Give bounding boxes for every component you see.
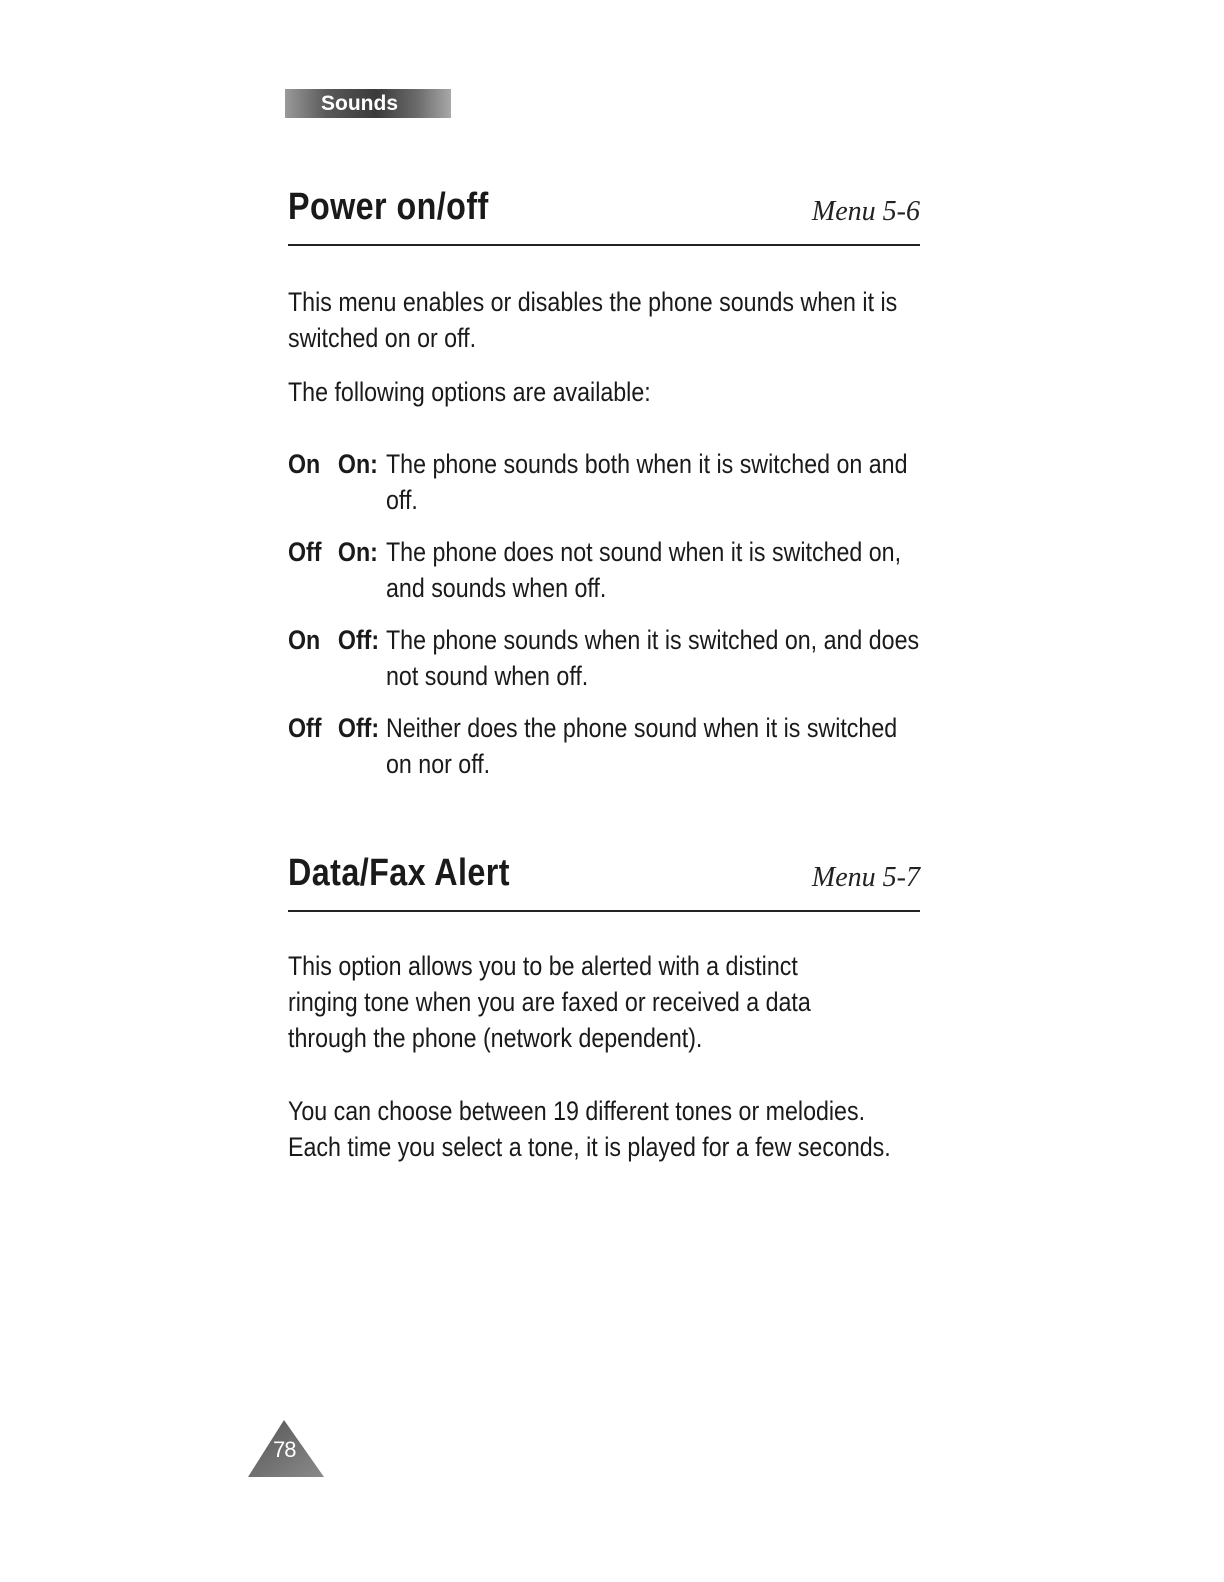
option-key: On On: (288, 449, 378, 479)
option-key: Off Off: (288, 713, 380, 743)
paragraph: You can choose between 19 different tones or melodies. Each time you select a tone, it is played for a few seconds. (288, 1096, 891, 1162)
section-title: Data/Fax Alert (288, 852, 510, 894)
section-title: Power on/off (288, 186, 489, 228)
menu-reference: Menu 5-6 (811, 196, 920, 227)
option-key: On Off: (288, 625, 380, 655)
section-tab-label: Sounds (321, 92, 398, 115)
option-description: The phone sounds both when it is switched on and off. (386, 449, 908, 515)
option-description: Neither does the phone sound when it is switched on nor off. (386, 713, 898, 779)
menu-reference: Menu 5-7 (811, 862, 920, 893)
section-tab (285, 89, 451, 118)
paragraph: This menu enables or disables the phone sounds when it is switched on or off. (288, 287, 898, 353)
option-list (288, 446, 920, 782)
option-item (288, 534, 920, 606)
paragraph: The following options are available: (288, 377, 651, 407)
page-number: 78 (273, 1437, 296, 1462)
paragraph: This option allows you to be alerted with a distinct ringing tone when you are faxed or received a data through the phone (network dependent). (288, 951, 811, 1053)
option-item (288, 446, 920, 518)
section-header-power (288, 180, 920, 246)
option-description: The phone does not sound when it is switched on, and sounds when off. (386, 537, 902, 603)
page-content (288, 180, 920, 1165)
option-description: The phone sounds when it is switched on, and does not sound when off. (386, 625, 920, 691)
option-item (288, 710, 920, 782)
option-key: Off On: (288, 537, 378, 567)
section-header-datafax (288, 846, 920, 912)
option-item (288, 622, 920, 694)
